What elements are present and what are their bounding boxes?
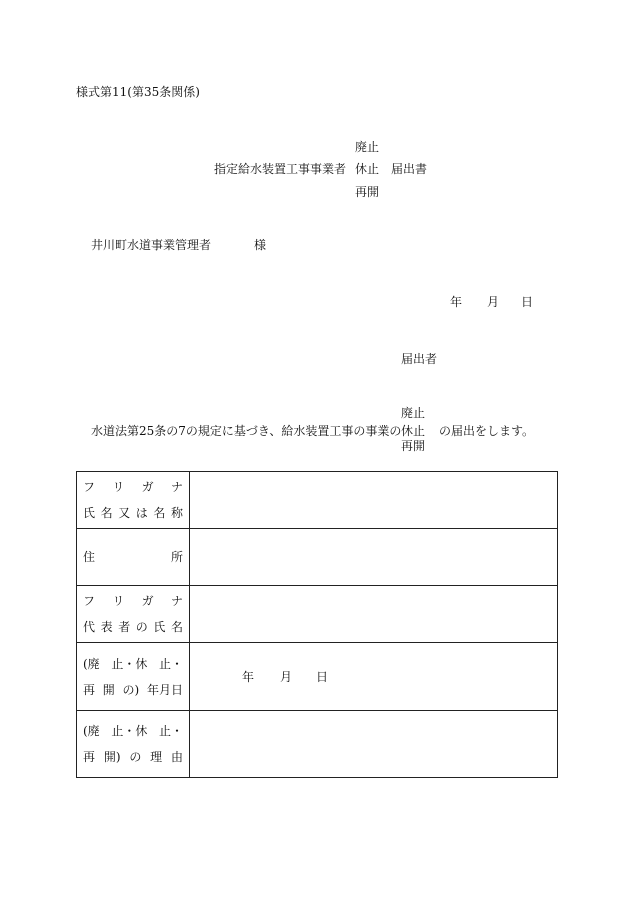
representative-name-field[interactable] xyxy=(190,586,558,643)
row-label-effective-date xyxy=(77,643,190,711)
label-char: 止・休 xyxy=(111,656,148,671)
label-char: 止・ xyxy=(158,656,183,671)
label-char: 再 xyxy=(83,682,96,697)
label-char: ナ xyxy=(170,594,183,608)
notifier-label: 届出者 xyxy=(401,352,438,366)
statement-suffix: の届出をします。 xyxy=(439,424,535,438)
label-char: の) xyxy=(122,682,140,697)
title-suffix: 届出書 xyxy=(391,162,428,176)
date-day-unit: 日 xyxy=(316,670,329,684)
label-char: フ xyxy=(83,480,96,494)
label-char: 再 xyxy=(83,750,96,764)
row-label-applicant-name xyxy=(77,472,190,529)
addressee-name: 井川町水道事業管理者 xyxy=(91,238,212,252)
row-label-reason xyxy=(77,711,190,778)
title-option-suspend: 休止 xyxy=(355,162,380,176)
label-char: 名 xyxy=(100,506,113,520)
table-row xyxy=(77,472,558,529)
statement-option-suspend: 休止 xyxy=(401,424,426,438)
title-prefix: 指定給水装置工事事業者 xyxy=(214,162,347,176)
label-char: フ xyxy=(83,594,96,608)
label-char: ガ xyxy=(141,480,154,494)
label-char: の xyxy=(129,750,142,764)
label-char: 開 xyxy=(102,682,115,697)
applicant-name-field[interactable] xyxy=(190,472,558,529)
label-char: 氏 xyxy=(153,620,166,634)
label-char: 開) xyxy=(103,750,121,764)
date-year-unit: 年 xyxy=(242,670,255,684)
label-char: 止・休 xyxy=(111,724,148,738)
label-char: 住 xyxy=(83,550,96,564)
address-field[interactable] xyxy=(190,529,558,586)
label-char: 所 xyxy=(170,550,183,564)
label-char: 名 xyxy=(153,506,166,520)
row-label-address xyxy=(77,529,190,586)
table-row xyxy=(77,529,558,586)
title-option-resume: 再開 xyxy=(355,185,380,199)
title-option-abolish: 廃止 xyxy=(355,140,380,154)
date-day-label: 日 xyxy=(521,295,534,309)
form-table xyxy=(76,471,558,778)
label-char: ガ xyxy=(141,594,154,608)
label-char: リ xyxy=(112,480,125,494)
label-char: 由 xyxy=(170,750,183,764)
label-char: 者 xyxy=(118,620,131,634)
label-char: の xyxy=(135,620,148,634)
statement-option-resume: 再開 xyxy=(401,439,426,453)
date-year-label: 年 xyxy=(450,295,463,309)
label-char: 理 xyxy=(150,750,163,764)
reason-field[interactable] xyxy=(190,711,558,778)
table-row xyxy=(77,711,558,778)
label-char: 又 xyxy=(118,506,131,520)
label-char: 年月日 xyxy=(146,682,183,697)
table-row xyxy=(77,643,558,711)
label-char: ナ xyxy=(170,480,183,494)
row-label-representative xyxy=(77,586,190,643)
form-number: 様式第11(第35条関係) xyxy=(76,85,200,99)
date-month-unit: 月 xyxy=(280,670,293,684)
table-row xyxy=(77,586,558,643)
statement-prefix: 水道法第25条の7の規定に基づき、給水装置工事の事業の xyxy=(91,424,402,438)
label-char: 称 xyxy=(170,506,183,520)
label-char: 名 xyxy=(170,620,183,634)
label-char: 止・ xyxy=(158,724,183,738)
label-char: リ xyxy=(112,594,125,608)
effective-date-field[interactable] xyxy=(190,643,558,711)
label-char: (廃 xyxy=(83,724,100,738)
statement-option-abolish: 廃止 xyxy=(401,406,426,420)
label-char: 表 xyxy=(100,620,113,634)
label-char: 氏 xyxy=(83,506,96,520)
label-char: (廃 xyxy=(83,656,100,671)
label-char: は xyxy=(135,506,148,520)
addressee-honorific: 様 xyxy=(254,238,267,252)
date-month-label: 月 xyxy=(487,295,500,309)
label-char: 代 xyxy=(83,620,96,634)
